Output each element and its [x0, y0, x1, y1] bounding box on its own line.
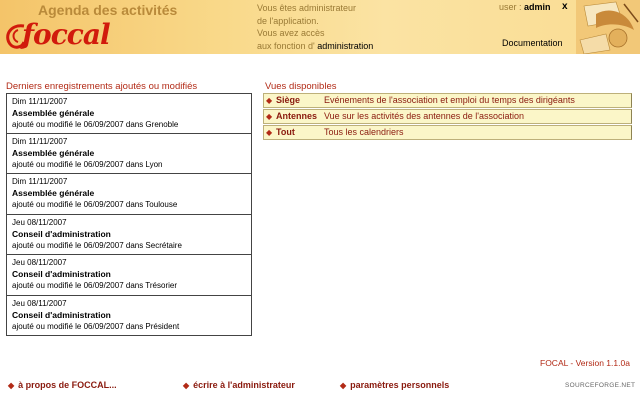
record-info: ajouté ou modifié le 06/09/2007 dans Lyon [12, 159, 163, 169]
user-info: user : admin [499, 2, 551, 12]
admin-role: administration [317, 40, 374, 51]
bullet-icon: ◆ [8, 381, 15, 390]
about-link[interactable]: ◆ à propos de FOCCAL... [8, 380, 117, 390]
view-description: Vue sur les activités des antennes de l'association [324, 111, 524, 121]
personal-settings-link[interactable]: ◆ paramètres personnels [340, 380, 450, 390]
record-info: ajouté ou modifié le 06/09/2007 dans Trésorier [12, 281, 177, 290]
record-item[interactable] [6, 93, 252, 134]
record-item[interactable] [6, 255, 252, 296]
record-item[interactable] [6, 174, 252, 215]
record-date: Jeu 08/11/2007 [12, 217, 67, 227]
record-info: ajouté ou modifié le 06/09/2007 dans Président [12, 321, 180, 331]
view-name[interactable]: Siège [276, 95, 301, 105]
header-decoration-icon [576, 0, 640, 54]
app-title: Agenda des activités [38, 2, 178, 18]
bullet-icon: ◆ [266, 96, 273, 105]
sourceforge-logo[interactable]: SOURCEFORGE.NET [565, 382, 636, 389]
record-date: Jeu 08/11/2007 [12, 298, 67, 308]
bullet-icon: ◆ [266, 112, 273, 121]
view-row-antennes[interactable] [263, 109, 632, 124]
bullet-icon: ◆ [183, 381, 190, 390]
version-label: FOCAL - Version 1.1.0a [540, 358, 630, 368]
record-date: Dim 11/11/2007 [12, 136, 68, 146]
record-date: Jeu 08/11/2007 [12, 258, 67, 267]
record-title: Conseil d'administration [12, 309, 111, 320]
record-date: Dim 11/11/2007 [12, 97, 68, 106]
record-item[interactable] [6, 296, 252, 337]
record-title: Conseil d'administration [12, 269, 111, 279]
view-name[interactable]: Tout [276, 127, 295, 137]
header-banner [0, 0, 640, 54]
bullet-icon: ◆ [340, 381, 347, 390]
record-item[interactable] [6, 134, 252, 175]
record-title: Assemblée générale [12, 108, 95, 118]
record-info: ajouté ou modifié le 06/09/2007 dans Toulouse [12, 200, 178, 209]
record-info: ajouté ou modifié le 06/09/2007 dans Grenoble [12, 120, 179, 129]
record-item[interactable] [6, 215, 252, 256]
view-row-siege[interactable] [263, 93, 632, 108]
documentation-link[interactable]: Documentation [502, 38, 563, 48]
record-info: ajouté ou modifié le 06/09/2007 dans Secrétaire [12, 240, 182, 250]
logo: foccal [22, 18, 110, 51]
views-list [263, 93, 632, 141]
logout-close-button[interactable]: x [562, 1, 568, 12]
view-description: Evénements de l'association et emploi du temps des dirigéants [324, 95, 575, 105]
user-name: admin [524, 2, 551, 12]
recent-records-title: Derniers enregistrements ajoutés ou modifiés [6, 81, 198, 92]
write-admin-link[interactable]: ◆ écrire à l'administrateur [183, 380, 295, 390]
view-row-tout[interactable] [263, 125, 632, 140]
view-description: Tous les calendriers [324, 127, 404, 137]
views-title: Vues disponibles [265, 81, 337, 92]
record-title: Assemblée générale [12, 188, 95, 198]
recent-records-list [6, 93, 252, 336]
record-date: Dim 11/11/2007 [12, 177, 68, 186]
record-title: Conseil d'administration [12, 228, 111, 239]
record-title: Assemblée générale [12, 147, 95, 158]
view-name[interactable]: Antennes [276, 111, 318, 121]
admin-message: Vous êtes administrateur de l'application. Vous avez accès aux fonction d' administration [257, 3, 374, 51]
bullet-icon: ◆ [266, 128, 273, 137]
